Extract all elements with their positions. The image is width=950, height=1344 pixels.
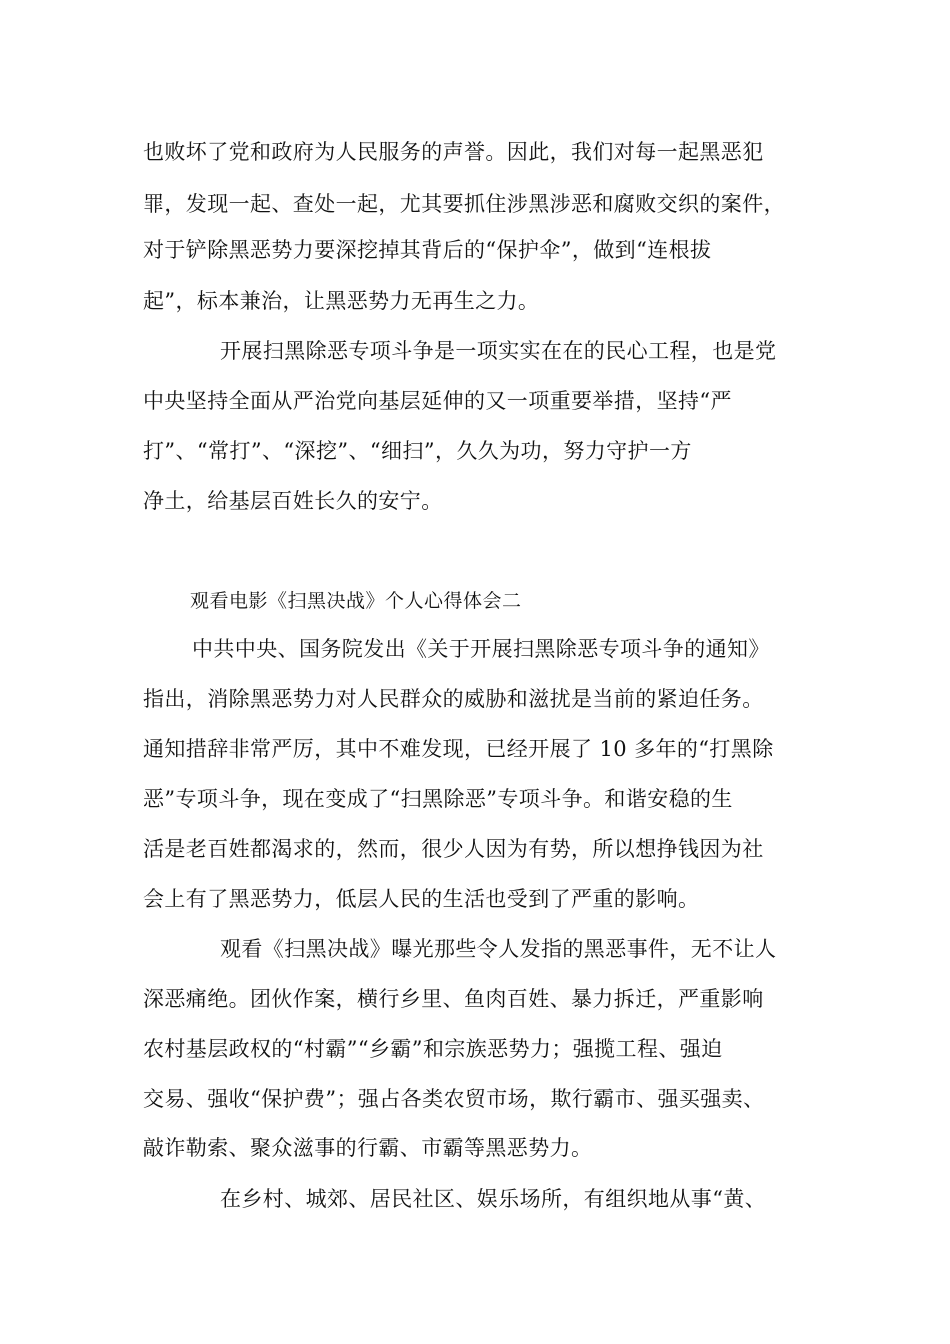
- text-line: 起”，标本兼治，让黑恶势力无再生之力。: [143, 289, 540, 313]
- text-line: 通知措辞非常严厉，其中不难发现，已经开展了 10 多年的“打黑除: [143, 737, 774, 761]
- text-line: 对于铲除黑恶势力要深挖掉其背后的“保护伞”，做到“连根拔: [143, 238, 712, 262]
- text-line: 在乡村、城郊、居民社区、娱乐场所，有组织地从事“黄、: [220, 1187, 767, 1211]
- text-line: 打”、“常打”、“深挖”、“细扫”，久久为功，努力守护一方: [143, 439, 692, 463]
- text-line: 恶”专项斗争，现在变成了“扫黑除恶”专项斗争。和谐安稳的生: [143, 787, 733, 811]
- text-line: 也败坏了党和政府为人民服务的声誉。因此，我们对每一起黑恶犯: [143, 140, 764, 164]
- text-line: 会上有了黑恶势力，低层人民的生活也受到了严重的影响。: [143, 887, 700, 911]
- text-line: 深恶痛绝。团伙作案，横行乡里、鱼肉百姓、暴力拆迁，严重影响: [143, 987, 764, 1011]
- text-line: 指出，消除黑恶势力对人民群众的威胁和滋扰是当前的紧迫任务。: [143, 687, 764, 711]
- text-line: 净土，给基层百姓长久的安宁。: [143, 489, 443, 513]
- text-line: 中共中央、国务院发出《关于开展扫黑除恶专项斗争的通知》: [192, 637, 770, 661]
- section-heading: 观看电影《扫黑决战》个人心得体会二: [190, 590, 522, 612]
- text-line: 中央坚持全面从严治党向基层延伸的又一项重要举措，坚持“严: [143, 389, 732, 413]
- text-line: 观看《扫黑决战》曝光那些令人发指的黑恶事件，无不让人: [220, 937, 777, 961]
- text-line: 开展扫黑除恶专项斗争是一项实实在在的民心工程，也是党: [220, 339, 777, 363]
- text-line: 交易、强收“保护费”；强占各类农贸市场，欺行霸市、强买强卖、: [143, 1087, 765, 1111]
- text-line: 活是老百姓都渴求的，然而，很少人因为有势，所以想挣钱因为社: [143, 837, 764, 861]
- text-line: 罪，发现一起、查处一起，尤其要抓住涉黑涉恶和腐败交织的案件，: [143, 192, 785, 216]
- text-line: 敲诈勒索、聚众滋事的行霸、市霸等黑恶势力。: [143, 1136, 593, 1160]
- text-line: 农村基层政权的“村霸”“乡霸”和宗族恶势力；强揽工程、强迫: [143, 1037, 723, 1061]
